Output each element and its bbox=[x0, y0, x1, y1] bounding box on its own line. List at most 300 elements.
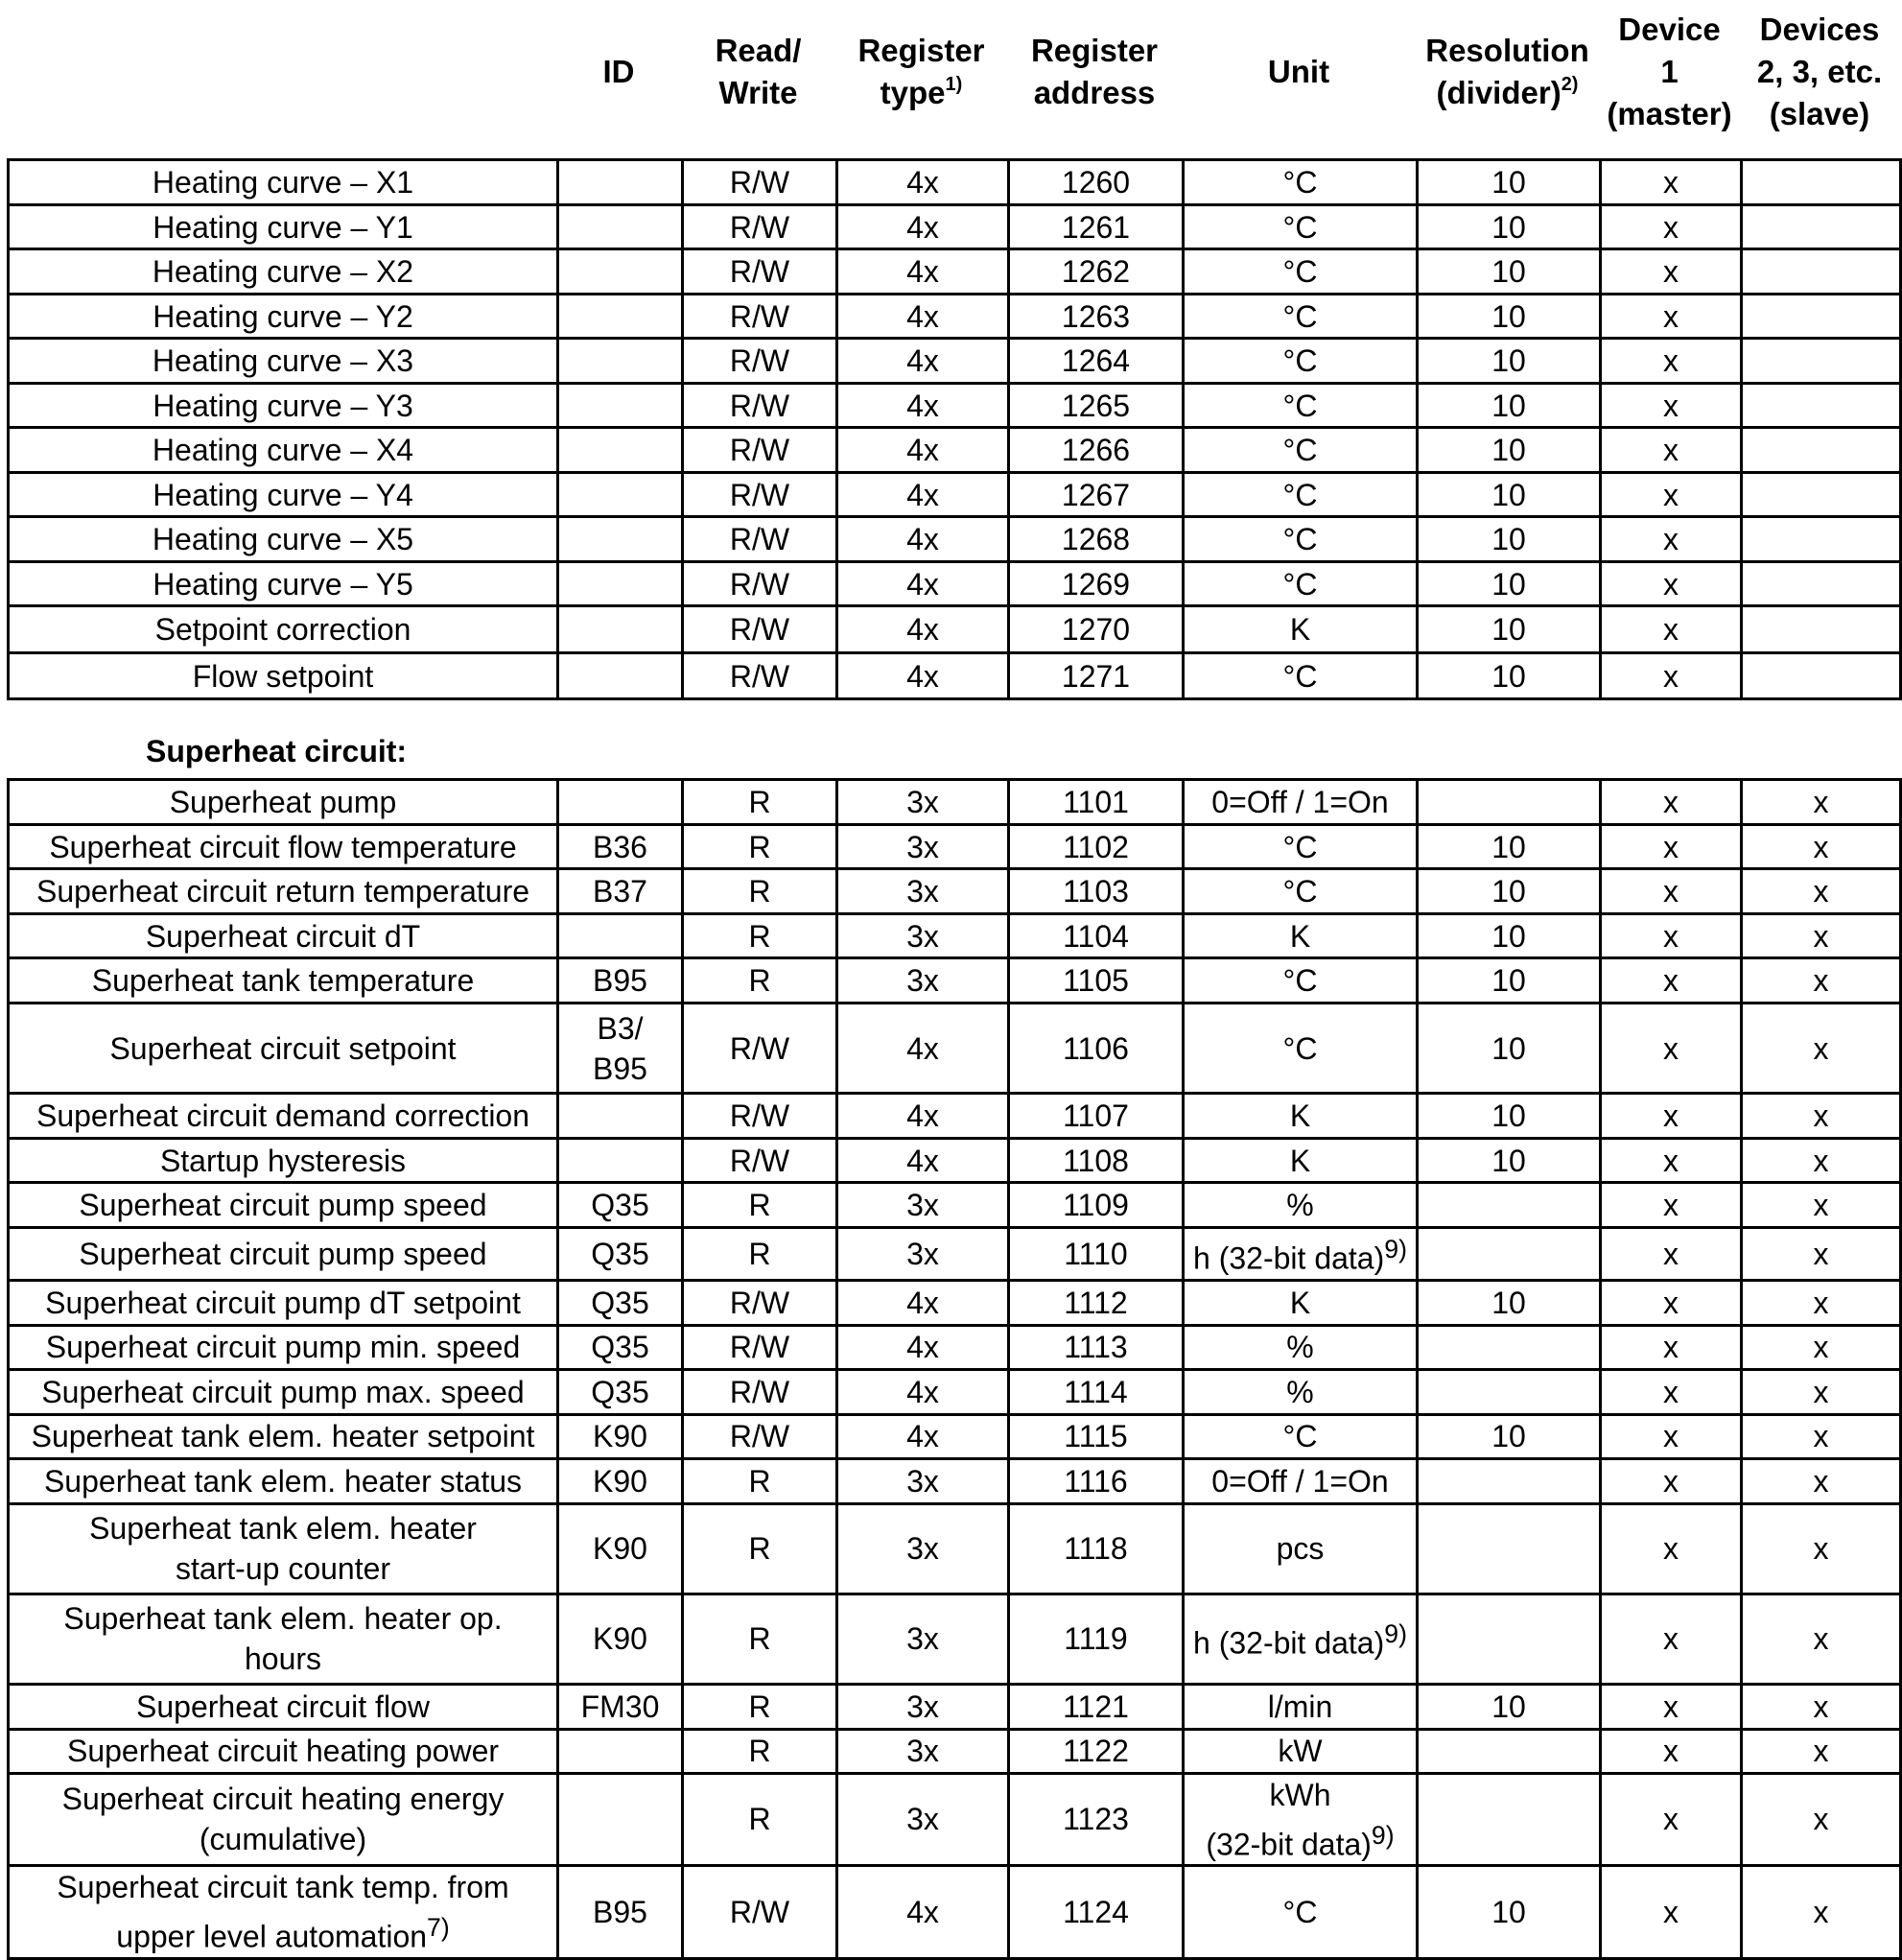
cell-device-slave: x bbox=[1742, 1684, 1901, 1729]
cell-device-master: x bbox=[1601, 428, 1742, 473]
cell-register-address: 1264 bbox=[1009, 339, 1184, 384]
cell-read-write: R bbox=[683, 1773, 837, 1866]
cell-unit: l/min bbox=[1184, 1684, 1418, 1729]
cell-register-type: 3x bbox=[837, 1684, 1009, 1729]
table-row bbox=[9, 1773, 1901, 1866]
cell-register-address: 1266 bbox=[1009, 428, 1184, 473]
cell-resolution: 10 bbox=[1418, 205, 1601, 249]
cell-device-master: x bbox=[1601, 1594, 1742, 1684]
table-row bbox=[9, 653, 1901, 699]
cell-id: K90 bbox=[558, 1458, 683, 1503]
table-row bbox=[9, 1369, 1901, 1414]
table-row bbox=[9, 473, 1901, 517]
cell-register-address: 1262 bbox=[1009, 249, 1184, 295]
cell-id bbox=[558, 1139, 683, 1183]
cell-unit: °C bbox=[1184, 339, 1418, 384]
cell-read-write: R/W bbox=[683, 1866, 837, 1959]
cell-register-type: 4x bbox=[837, 1414, 1009, 1458]
cell-register-address: 1102 bbox=[1009, 825, 1184, 869]
cell-unit: °C bbox=[1184, 1004, 1418, 1094]
cell-device-master: x bbox=[1601, 1866, 1742, 1959]
table-row bbox=[9, 1594, 1901, 1684]
cell-id: K90 bbox=[558, 1414, 683, 1458]
cell-unit: °C bbox=[1184, 958, 1418, 1004]
table-row bbox=[9, 428, 1901, 473]
table-row bbox=[9, 1280, 1901, 1325]
cell-unit: h (32-bit data)$^{9)}$ bbox=[1184, 1594, 1418, 1684]
cell-read-write: R/W bbox=[683, 606, 837, 653]
cell-resolution: 10 bbox=[1418, 562, 1601, 606]
cell-register-name: Superheat circuit flow bbox=[9, 1684, 558, 1729]
cell-register-address: 1123 bbox=[1009, 1773, 1184, 1866]
cell-read-write: R bbox=[683, 1503, 837, 1594]
cell-resolution bbox=[1418, 1458, 1601, 1503]
cell-register-name: Superheat pump bbox=[9, 780, 558, 825]
cell-id bbox=[558, 562, 683, 606]
cell-register-type: 4x bbox=[837, 1866, 1009, 1959]
cell-resolution: 10 bbox=[1418, 606, 1601, 653]
cell-id: K90 bbox=[558, 1503, 683, 1594]
cell-register-name: Heating curve – X2 bbox=[9, 249, 558, 295]
header-read-write: Read/ Write bbox=[715, 33, 802, 110]
cell-device-slave: x bbox=[1742, 1773, 1901, 1866]
table-header bbox=[0, 0, 1902, 144]
cell-id bbox=[558, 653, 683, 699]
table-row bbox=[9, 1004, 1901, 1094]
cell-resolution: 10 bbox=[1418, 517, 1601, 562]
cell-id bbox=[558, 606, 683, 653]
cell-unit: °C bbox=[1184, 384, 1418, 428]
cell-register-type: 3x bbox=[837, 825, 1009, 869]
cell-id: B36 bbox=[558, 825, 683, 869]
cell-unit: °C bbox=[1184, 869, 1418, 914]
cell-register-address: 1121 bbox=[1009, 1684, 1184, 1729]
cell-read-write: R/W bbox=[683, 1325, 837, 1369]
cell-resolution: 10 bbox=[1418, 473, 1601, 517]
cell-device-master: x bbox=[1601, 473, 1742, 517]
cell-device-master: x bbox=[1601, 1280, 1742, 1325]
cell-register-address: 1104 bbox=[1009, 914, 1184, 958]
table-row bbox=[9, 384, 1901, 428]
cell-device-master: x bbox=[1601, 1503, 1742, 1594]
cell-read-write: R bbox=[683, 1183, 837, 1228]
cell-device-master: x bbox=[1601, 914, 1742, 958]
cell-register-address: 1263 bbox=[1009, 295, 1184, 339]
cell-device-slave bbox=[1742, 295, 1901, 339]
cell-unit: kW bbox=[1184, 1729, 1418, 1773]
cell-read-write: R/W bbox=[683, 384, 837, 428]
cell-register-type: 3x bbox=[837, 1183, 1009, 1228]
cell-register-type: 3x bbox=[837, 958, 1009, 1004]
cell-device-slave: x bbox=[1742, 1458, 1901, 1503]
cell-register-address: 1119 bbox=[1009, 1594, 1184, 1684]
cell-unit: K bbox=[1184, 1094, 1418, 1139]
cell-id bbox=[558, 205, 683, 249]
cell-device-slave: x bbox=[1742, 1139, 1901, 1183]
cell-register-type: 4x bbox=[837, 249, 1009, 295]
table-row bbox=[9, 562, 1901, 606]
table-row bbox=[9, 958, 1901, 1004]
cell-register-type: 4x bbox=[837, 295, 1009, 339]
cell-register-name: Superheat tank elem. heater op. hours bbox=[9, 1594, 558, 1684]
cell-register-type: 4x bbox=[837, 1004, 1009, 1094]
cell-device-master: x bbox=[1601, 1773, 1742, 1866]
cell-device-slave: x bbox=[1742, 869, 1901, 914]
cell-register-name: Superheat tank elem. heater setpoint bbox=[9, 1414, 558, 1458]
cell-device-master: x bbox=[1601, 1458, 1742, 1503]
cell-unit: % bbox=[1184, 1325, 1418, 1369]
cell-device-slave bbox=[1742, 160, 1901, 205]
cell-unit: 0=Off / 1=On bbox=[1184, 1458, 1418, 1503]
cell-device-master: x bbox=[1601, 1369, 1742, 1414]
table-row bbox=[9, 160, 1901, 205]
cell-id: B3/ B95 bbox=[558, 1004, 683, 1094]
table-row bbox=[9, 1503, 1901, 1594]
table-row bbox=[9, 1684, 1901, 1729]
cell-device-master: x bbox=[1601, 825, 1742, 869]
section-title-superheat-circuit: Superheat circuit: bbox=[146, 734, 408, 768]
cell-read-write: R bbox=[683, 780, 837, 825]
cell-register-address: 1270 bbox=[1009, 606, 1184, 653]
cell-device-slave: x bbox=[1742, 1325, 1901, 1369]
cell-resolution bbox=[1418, 1228, 1601, 1281]
cell-read-write: R/W bbox=[683, 1004, 837, 1094]
cell-register-address: 1107 bbox=[1009, 1094, 1184, 1139]
cell-device-slave bbox=[1742, 205, 1901, 249]
cell-register-address: 1271 bbox=[1009, 653, 1184, 699]
cell-register-name: Heating curve – X4 bbox=[9, 428, 558, 473]
cell-register-address: 1105 bbox=[1009, 958, 1184, 1004]
cell-device-master: x bbox=[1601, 160, 1742, 205]
cell-resolution: 10 bbox=[1418, 1004, 1601, 1094]
cell-register-type: 4x bbox=[837, 339, 1009, 384]
table-row bbox=[9, 914, 1901, 958]
cell-register-type: 4x bbox=[837, 1139, 1009, 1183]
cell-device-master: x bbox=[1601, 205, 1742, 249]
cell-read-write: R/W bbox=[683, 473, 837, 517]
cell-device-master: x bbox=[1601, 653, 1742, 699]
cell-device-master: x bbox=[1601, 869, 1742, 914]
cell-register-name: Heating curve – X3 bbox=[9, 339, 558, 384]
cell-register-address: 1118 bbox=[1009, 1503, 1184, 1594]
cell-read-write: R bbox=[683, 958, 837, 1004]
cell-read-write: R/W bbox=[683, 517, 837, 562]
cell-register-type: 4x bbox=[837, 562, 1009, 606]
header-resolution: Resolution (divider)$^{2)}$ bbox=[1425, 33, 1589, 110]
cell-id: K90 bbox=[558, 1594, 683, 1684]
cell-resolution: 10 bbox=[1418, 1280, 1601, 1325]
cell-register-address: 1103 bbox=[1009, 869, 1184, 914]
cell-register-type: 3x bbox=[837, 780, 1009, 825]
header-unit: Unit bbox=[1267, 54, 1330, 89]
cell-read-write: R bbox=[683, 1228, 837, 1281]
cell-unit: °C bbox=[1184, 517, 1418, 562]
cell-resolution: 10 bbox=[1418, 339, 1601, 384]
cell-id bbox=[558, 384, 683, 428]
cell-register-type: 3x bbox=[837, 1228, 1009, 1281]
cell-id bbox=[558, 517, 683, 562]
cell-resolution: 10 bbox=[1418, 1684, 1601, 1729]
cell-unit: K bbox=[1184, 914, 1418, 958]
cell-register-name: Superheat circuit demand correction bbox=[9, 1094, 558, 1139]
cell-register-address: 1268 bbox=[1009, 517, 1184, 562]
cell-read-write: R/W bbox=[683, 295, 837, 339]
cell-register-name: Superheat circuit pump speed bbox=[9, 1183, 558, 1228]
footnote-marker: 9) bbox=[1384, 1235, 1407, 1263]
cell-device-slave: x bbox=[1742, 1183, 1901, 1228]
cell-device-slave: x bbox=[1742, 1503, 1901, 1594]
cell-device-master: x bbox=[1601, 339, 1742, 384]
table-row bbox=[9, 1139, 1901, 1183]
cell-resolution: 10 bbox=[1418, 1866, 1601, 1959]
cell-device-master: x bbox=[1601, 606, 1742, 653]
cell-device-master: x bbox=[1601, 1684, 1742, 1729]
table-row bbox=[9, 295, 1901, 339]
cell-register-name: Flow setpoint bbox=[9, 653, 558, 699]
table-row bbox=[9, 339, 1901, 384]
cell-register-address: 1261 bbox=[1009, 205, 1184, 249]
cell-id bbox=[558, 1773, 683, 1866]
cell-register-name: Heating curve – X1 bbox=[9, 160, 558, 205]
cell-unit: kWh (32-bit data)$^{9)}$ bbox=[1184, 1773, 1418, 1866]
cell-register-address: 1269 bbox=[1009, 562, 1184, 606]
cell-register-type: 4x bbox=[837, 1369, 1009, 1414]
cell-register-type: 3x bbox=[837, 1773, 1009, 1866]
cell-id bbox=[558, 428, 683, 473]
footnote-marker: 9) bbox=[1371, 1820, 1395, 1850]
cell-device-slave: x bbox=[1742, 1004, 1901, 1094]
cell-register-name: Superheat circuit pump dT setpoint bbox=[9, 1280, 558, 1325]
cell-register-type: 4x bbox=[837, 1094, 1009, 1139]
table-row bbox=[9, 1228, 1901, 1281]
cell-read-write: R bbox=[683, 1458, 837, 1503]
cell-read-write: R bbox=[683, 1729, 837, 1773]
cell-read-write: R/W bbox=[683, 428, 837, 473]
cell-register-name: Setpoint correction bbox=[9, 606, 558, 653]
cell-resolution bbox=[1418, 780, 1601, 825]
cell-read-write: R/W bbox=[683, 205, 837, 249]
cell-resolution bbox=[1418, 1773, 1601, 1866]
cell-device-slave bbox=[1742, 653, 1901, 699]
cell-read-write: R/W bbox=[683, 1280, 837, 1325]
cell-register-name: Superheat circuit pump speed bbox=[9, 1228, 558, 1281]
cell-device-slave: x bbox=[1742, 1594, 1901, 1684]
cell-register-name: Superheat circuit heating energy (cumulative) bbox=[9, 1773, 558, 1866]
cell-register-name: Superheat circuit flow temperature bbox=[9, 825, 558, 869]
cell-read-write: R/W bbox=[683, 160, 837, 205]
cell-register-address: 1116 bbox=[1009, 1458, 1184, 1503]
cell-unit: °C bbox=[1184, 1866, 1418, 1959]
cell-register-address: 1267 bbox=[1009, 473, 1184, 517]
cell-register-address: 1113 bbox=[1009, 1325, 1184, 1369]
header-register-address: Register address bbox=[1030, 33, 1159, 110]
cell-register-name: Superheat tank temperature bbox=[9, 958, 558, 1004]
cell-resolution: 10 bbox=[1418, 295, 1601, 339]
cell-resolution bbox=[1418, 1594, 1601, 1684]
cell-device-master: x bbox=[1601, 295, 1742, 339]
cell-read-write: R/W bbox=[683, 1139, 837, 1183]
cell-id: Q35 bbox=[558, 1280, 683, 1325]
cell-unit: pcs bbox=[1184, 1503, 1418, 1594]
cell-register-type: 4x bbox=[837, 606, 1009, 653]
cell-register-address: 1124 bbox=[1009, 1866, 1184, 1959]
cell-read-write: R bbox=[683, 914, 837, 958]
cell-resolution bbox=[1418, 1503, 1601, 1594]
table-row bbox=[9, 1325, 1901, 1369]
cell-unit: 0=Off / 1=On bbox=[1184, 780, 1418, 825]
cell-unit: °C bbox=[1184, 428, 1418, 473]
cell-resolution: 10 bbox=[1418, 1139, 1601, 1183]
cell-id: B95 bbox=[558, 1866, 683, 1959]
cell-resolution: 10 bbox=[1418, 958, 1601, 1004]
cell-read-write: R/W bbox=[683, 653, 837, 699]
cell-device-slave: x bbox=[1742, 1729, 1901, 1773]
cell-device-slave: x bbox=[1742, 958, 1901, 1004]
cell-register-address: 1106 bbox=[1009, 1004, 1184, 1094]
cell-register-address: 1265 bbox=[1009, 384, 1184, 428]
cell-id bbox=[558, 160, 683, 205]
cell-register-type: 3x bbox=[837, 914, 1009, 958]
cell-unit: °C bbox=[1184, 1414, 1418, 1458]
cell-unit: °C bbox=[1184, 249, 1418, 295]
cell-read-write: R/W bbox=[683, 1369, 837, 1414]
cell-unit: °C bbox=[1184, 473, 1418, 517]
cell-register-type: 3x bbox=[837, 1458, 1009, 1503]
table-row bbox=[9, 869, 1901, 914]
cell-register-name: Superheat tank elem. heater status bbox=[9, 1458, 558, 1503]
cell-register-address: 1122 bbox=[1009, 1729, 1184, 1773]
cell-register-address: 1110 bbox=[1009, 1228, 1184, 1281]
cell-register-address: 1108 bbox=[1009, 1139, 1184, 1183]
cell-unit: °C bbox=[1184, 653, 1418, 699]
cell-device-slave: x bbox=[1742, 914, 1901, 958]
cell-id bbox=[558, 249, 683, 295]
cell-register-name: Superheat circuit setpoint bbox=[9, 1004, 558, 1094]
cell-register-type: 3x bbox=[837, 1729, 1009, 1773]
cell-device-slave bbox=[1742, 562, 1901, 606]
cell-device-master: x bbox=[1601, 958, 1742, 1004]
header-register-type: Register type$^{1)}$ bbox=[857, 33, 985, 110]
heating-curve-register-table bbox=[7, 158, 1902, 700]
cell-id bbox=[558, 780, 683, 825]
footnote-marker: 2) bbox=[1561, 74, 1579, 95]
cell-resolution: 10 bbox=[1418, 653, 1601, 699]
cell-resolution: 10 bbox=[1418, 1414, 1601, 1458]
cell-device-slave: x bbox=[1742, 1094, 1901, 1139]
cell-device-slave: x bbox=[1742, 1414, 1901, 1458]
cell-resolution bbox=[1418, 1325, 1601, 1369]
table-row bbox=[9, 1414, 1901, 1458]
cell-register-name: Startup hysteresis bbox=[9, 1139, 558, 1183]
cell-read-write: R/W bbox=[683, 339, 837, 384]
cell-register-name: Heating curve – X5 bbox=[9, 517, 558, 562]
cell-read-write: R/W bbox=[683, 562, 837, 606]
cell-device-slave bbox=[1742, 249, 1901, 295]
cell-unit: % bbox=[1184, 1369, 1418, 1414]
cell-read-write: R bbox=[683, 1684, 837, 1729]
cell-register-type: 4x bbox=[837, 653, 1009, 699]
cell-resolution bbox=[1418, 1183, 1601, 1228]
cell-id: Q35 bbox=[558, 1183, 683, 1228]
cell-unit: °C bbox=[1184, 825, 1418, 869]
cell-id: B37 bbox=[558, 869, 683, 914]
header-device-master: Device 1 (master) bbox=[1607, 12, 1732, 131]
cell-resolution: 10 bbox=[1418, 249, 1601, 295]
cell-id: FM30 bbox=[558, 1684, 683, 1729]
cell-read-write: R/W bbox=[683, 249, 837, 295]
cell-device-slave: x bbox=[1742, 1280, 1901, 1325]
table-row bbox=[9, 249, 1901, 295]
cell-device-slave bbox=[1742, 384, 1901, 428]
cell-device-slave: x bbox=[1742, 825, 1901, 869]
cell-register-name: Superheat circuit dT bbox=[9, 914, 558, 958]
cell-register-type: 4x bbox=[837, 384, 1009, 428]
cell-register-name: Heating curve – Y4 bbox=[9, 473, 558, 517]
header-device-slave: Devices 2, 3, etc. (slave) bbox=[1756, 12, 1883, 131]
cell-id bbox=[558, 1094, 683, 1139]
cell-resolution: 10 bbox=[1418, 1094, 1601, 1139]
cell-device-slave: x bbox=[1742, 1369, 1901, 1414]
cell-id bbox=[558, 1729, 683, 1773]
cell-register-address: 1112 bbox=[1009, 1280, 1184, 1325]
cell-resolution: 10 bbox=[1418, 384, 1601, 428]
cell-device-master: x bbox=[1601, 780, 1742, 825]
cell-resolution: 10 bbox=[1418, 869, 1601, 914]
cell-id: Q35 bbox=[558, 1228, 683, 1281]
cell-unit: °C bbox=[1184, 160, 1418, 205]
cell-device-master: x bbox=[1601, 517, 1742, 562]
cell-device-slave: x bbox=[1742, 1228, 1901, 1281]
cell-unit: % bbox=[1184, 1183, 1418, 1228]
cell-register-name: Superheat circuit tank temp. from upper level automation$^{7)}$ bbox=[9, 1866, 558, 1959]
header-register-name bbox=[7, 0, 556, 144]
cell-device-slave bbox=[1742, 339, 1901, 384]
footnote-marker: 1) bbox=[945, 74, 963, 95]
table-row bbox=[9, 1094, 1901, 1139]
cell-read-write: R bbox=[683, 869, 837, 914]
cell-id: Q35 bbox=[558, 1369, 683, 1414]
cell-register-address: 1260 bbox=[1009, 160, 1184, 205]
cell-unit: K bbox=[1184, 1280, 1418, 1325]
cell-resolution: 10 bbox=[1418, 825, 1601, 869]
cell-id: Q35 bbox=[558, 1325, 683, 1369]
table-row bbox=[9, 1458, 1901, 1503]
cell-register-type: 4x bbox=[837, 205, 1009, 249]
cell-register-type: 4x bbox=[837, 160, 1009, 205]
cell-register-name: Superheat circuit pump max. speed bbox=[9, 1369, 558, 1414]
cell-device-slave bbox=[1742, 606, 1901, 653]
cell-device-master: x bbox=[1601, 1228, 1742, 1281]
cell-unit: K bbox=[1184, 1139, 1418, 1183]
cell-device-master: x bbox=[1601, 562, 1742, 606]
cell-device-master: x bbox=[1601, 384, 1742, 428]
cell-register-type: 4x bbox=[837, 517, 1009, 562]
cell-register-type: 3x bbox=[837, 1503, 1009, 1594]
cell-device-master: x bbox=[1601, 1729, 1742, 1773]
table-row bbox=[9, 606, 1901, 653]
cell-id bbox=[558, 339, 683, 384]
cell-register-address: 1109 bbox=[1009, 1183, 1184, 1228]
cell-register-address: 1115 bbox=[1009, 1414, 1184, 1458]
cell-read-write: R bbox=[683, 825, 837, 869]
cell-unit: °C bbox=[1184, 205, 1418, 249]
cell-register-name: Heating curve – Y3 bbox=[9, 384, 558, 428]
cell-id bbox=[558, 473, 683, 517]
cell-read-write: R/W bbox=[683, 1094, 837, 1139]
footnote-marker: 9) bbox=[1384, 1619, 1407, 1649]
cell-id: B95 bbox=[558, 958, 683, 1004]
cell-register-type: 3x bbox=[837, 869, 1009, 914]
